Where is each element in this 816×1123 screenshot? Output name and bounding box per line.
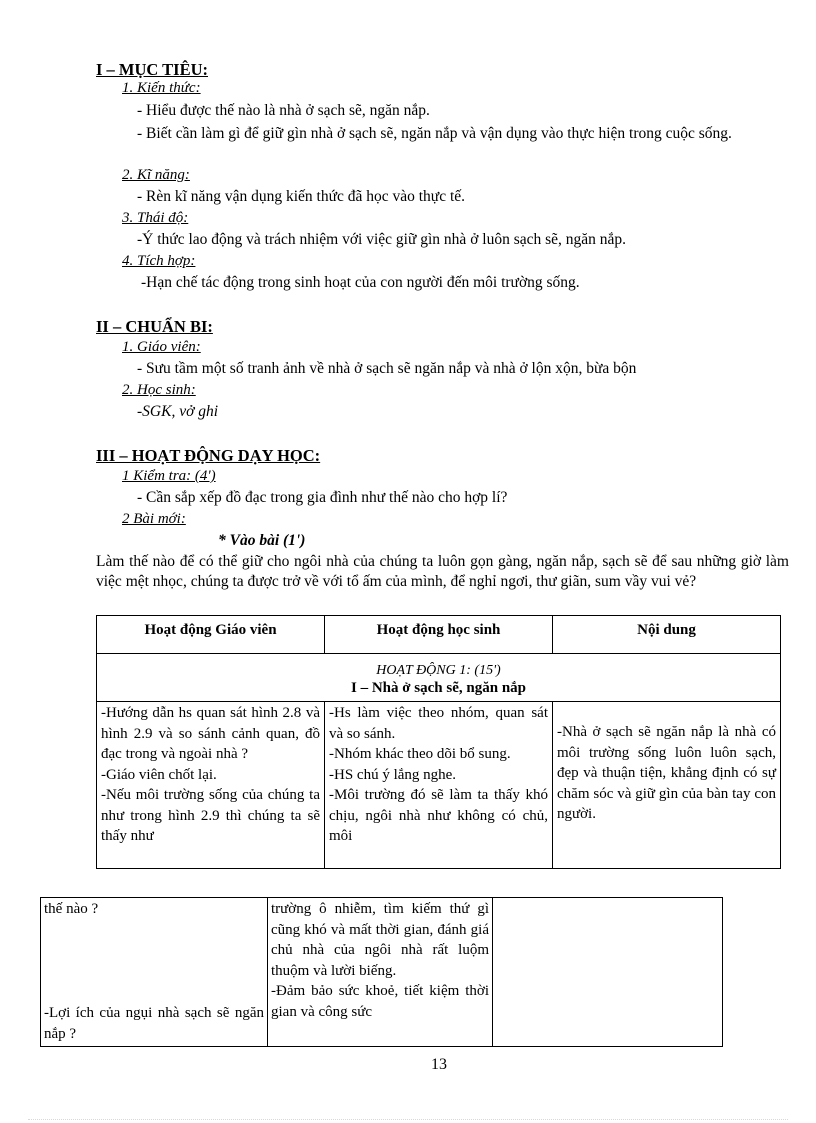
teacher-line-3: -Nếu môi trường sống của chúng ta như trong hình 2.9 thì chúng ta sẽ thấy như xyxy=(101,787,320,844)
activity-heading-cell xyxy=(97,654,781,702)
activity-label: HOẠT ĐỘNG 1: (15') xyxy=(376,663,501,678)
table-row xyxy=(97,702,781,869)
content-cell xyxy=(553,702,781,869)
student-line-2: -Nhóm khác theo dõi bổ sung. xyxy=(329,746,511,762)
section-1-title: I – MỤC TIÊU: xyxy=(96,60,208,79)
table-row xyxy=(41,898,723,1047)
student-activity-cell-2 xyxy=(268,898,493,1047)
teacher-prep-item: - Sưu tầm một số tranh ảnh về nhà ở sạch sẽ ngăn nắp và nhà ở lộn xộn, bừa bộn xyxy=(137,360,637,377)
page-number: 13 xyxy=(431,1056,447,1073)
integration-item-1: -Hạn chế tác động trong sinh hoạt của con người đến môi trường sống. xyxy=(141,274,580,291)
teacher-line-1: -Hướng dẫn hs quan sát hình 2.8 và hình 2.9 và so sánh cảnh quan, đồ đạc trong và ngoài nhà ? xyxy=(101,705,320,762)
student-prep-label: 2. Học sinh: xyxy=(122,382,196,398)
teacher-activity-cell xyxy=(97,702,325,869)
activity-heading-row xyxy=(97,654,781,702)
intro-label: * Vào bài (1') xyxy=(218,532,306,549)
header-teacher: Hoạt động Giáo viên xyxy=(97,616,325,654)
check-question: - Cần sắp xếp đồ đạc trong gia đình như thế nào cho hợp lí? xyxy=(137,489,508,506)
teacher-line-2: -Giáo viên chốt lại. xyxy=(101,766,217,783)
attitude-item-1: -Ý thức lao động và trách nhiệm với việc giữ gìn nhà ở luôn sạch sẽ, ngăn nắp. xyxy=(137,231,627,248)
header-content: Nội dung xyxy=(553,616,781,654)
activity-table xyxy=(96,615,781,869)
student-line-1: -Hs làm việc theo nhóm, quan sát và so sánh. xyxy=(329,705,548,742)
new-lesson-label: 2 Bài mới: xyxy=(122,511,186,527)
student-prep-item: -SGK, vở ghi xyxy=(137,403,219,420)
activity-title: I – Nhà ở sạch sẽ, ngăn nắp xyxy=(350,680,527,696)
section-2-title: II – CHUẨN BI: xyxy=(96,317,213,336)
student-activity-cell xyxy=(325,702,553,869)
content-cell-2 xyxy=(493,898,723,1047)
integration-label: 4. Tích hợp: xyxy=(122,253,196,269)
student-continuation: trường ô nhiễm, tìm kiếm thứ gì cũng khó và mất thời gian, đánh giá chủ nhà của ngôi nhà rất luộm thuộm và lười biếng. xyxy=(271,901,489,979)
skill-item-1: - Rèn kĩ năng vận dụng kiến thức đã học vào thực tế. xyxy=(137,188,466,205)
student-line-4: -Môi trường đó sẽ làm ta thấy khó chịu, ngôi nhà như không có chủ, môi xyxy=(329,787,548,844)
student-line-3: -HS chú ý lắng nghe. xyxy=(329,766,457,783)
skill-label: 2. Kĩ năng: xyxy=(122,167,190,183)
attitude-label: 3. Thái độ: xyxy=(122,210,189,226)
knowledge-item-1: - Hiểu được thế nào là nhà ở sạch sẽ, ngăn nắp. xyxy=(137,102,430,119)
page-divider xyxy=(28,1119,788,1120)
teacher-prep-label: 1. Giáo viên: xyxy=(122,339,201,355)
knowledge-label: 1. Kiến thức: xyxy=(122,80,201,96)
student-benefit-answer: -Đảm bảo sức khoẻ, tiết kiệm thời gian và công sức xyxy=(271,983,489,1020)
knowledge-item-2: - Biết cần làm gì để giữ gìn nhà ở sạch sẽ, ngăn nắp và vận dụng vào thực hiện trong cuộc sống. xyxy=(137,125,732,142)
section-3-title: III – HOẠT ĐỘNG DẠY HỌC: xyxy=(96,446,321,465)
continuation-table xyxy=(40,897,723,1047)
header-student: Hoạt động học sinh xyxy=(325,616,553,654)
teacher-continuation: thế nào ? xyxy=(44,901,99,917)
check-label: 1 Kiểm tra: (4') xyxy=(122,468,216,484)
teacher-benefit-question: -Lợi ích của ngụi nhà sạch sẽ ngăn nắp ? xyxy=(44,1005,264,1042)
intro-paragraph: Làm thế nào để có thể giữ cho ngôi nhà của chúng ta luôn gọn gàng, ngăn nắp, sạch sẽ để sau những giờ làm việc mệt nhọc, chúng ta được trở về với tổ ấm của mình, để nghỉ ngơi, thư giãn, sum vầy vui vẻ? xyxy=(96,553,789,590)
table-header-row xyxy=(97,616,781,654)
teacher-activity-cell-2 xyxy=(41,898,268,1047)
content-text: -Nhà ở sạch sẽ ngăn nắp là nhà có môi trường sống luôn luôn sạch, đẹp và thuận tiện, khẳng định có sự chăm sóc và giữ gìn của bàn tay con người. xyxy=(557,724,776,822)
